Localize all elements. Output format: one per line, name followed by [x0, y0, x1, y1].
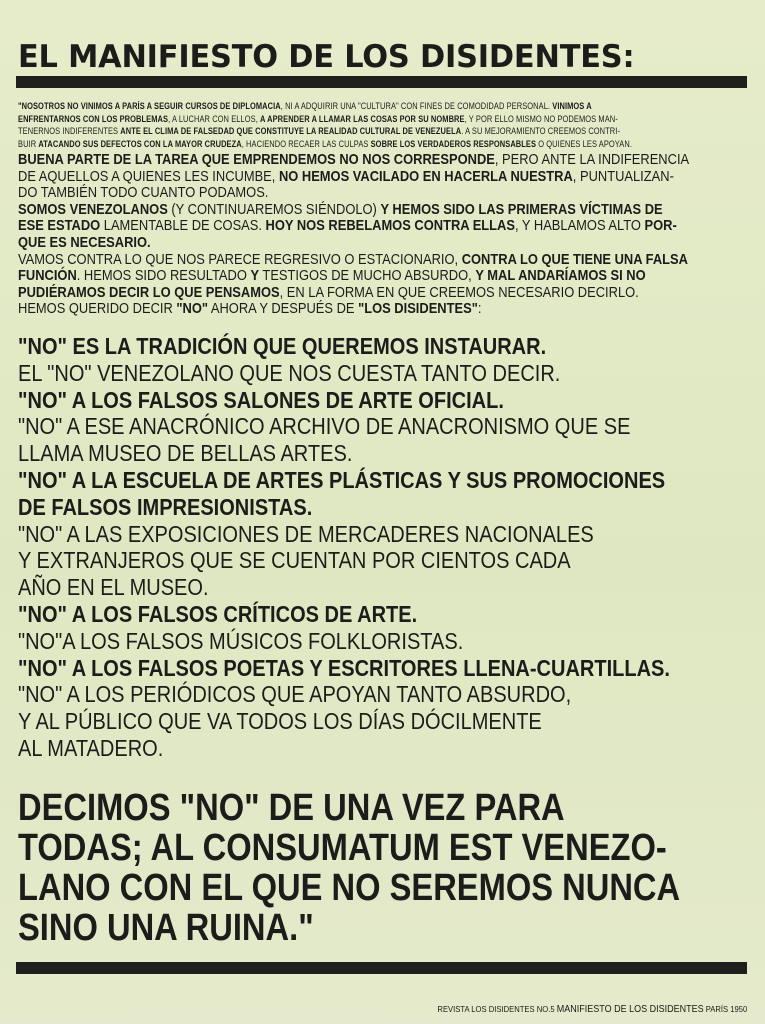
regular-segment: , PUNTUALIZAN- [572, 167, 674, 185]
bold-segment: ENFRENTARNOS CON LOS PROBLEMAS [18, 113, 169, 124]
regular-segment: AÑO EN EL MUSEO. [18, 574, 209, 601]
footer-emphasis: MANIFIESTO DE LOS DISIDENTES [556, 1004, 704, 1015]
bold-segment: A APRENDER A LLAMAR LAS COSAS POR SU NOMBRE [260, 113, 465, 124]
regular-segment: Y AL PÚBLICO QUE VA TODOS LOS DÍAS DÓCILMENTE [18, 708, 542, 735]
regular-segment: O QUIENES LES APOYAN. [536, 138, 633, 149]
footer-prefix: REVISTA LOS DISIDENTES NO.5 [437, 1004, 557, 1014]
regular-segment: . HEMOS SIDO RESULTADO [76, 267, 251, 285]
text-line [18, 601, 653, 628]
bold-segment: ESE ESTADO [18, 217, 101, 235]
regular-segment: : [477, 300, 482, 318]
bold-segment: Y [250, 267, 260, 285]
text-line [18, 521, 653, 548]
text-line [18, 217, 677, 235]
text-line [18, 413, 653, 440]
bold-segment: HOY NOS REBELAMOS CONTRA ELLAS [265, 217, 515, 235]
text-line [18, 151, 690, 169]
bold-segment: "NO" A LOS FALSOS SALONES DE ARTE OFICIAL. [18, 386, 504, 413]
text-line [18, 387, 653, 414]
text-line [18, 100, 624, 113]
bold-segment: DE FALSOS IMPRESIONISTAS. [18, 493, 313, 520]
text-line [18, 735, 653, 762]
text-line [18, 440, 653, 467]
regular-segment: AL MATADERO. [18, 734, 164, 761]
bottom-rule [16, 962, 747, 974]
regular-segment: "NO" A ESE ANACRÓNICO ARCHIVO DE ANACRONISMO QUE SE [18, 413, 631, 440]
text-line [18, 125, 624, 138]
regular-segment: HEMOS QUERIDO DECIR [18, 300, 177, 318]
regular-segment: "NO" A LAS EXPOSICIONES DE MERCADERES NACIONALES [18, 520, 594, 547]
text-line [18, 654, 670, 682]
no-list [18, 333, 748, 762]
bold-segment: "LOS DISIDENTES" [358, 300, 478, 318]
bold-segment: BUENA PARTE DE LA TAREA QUE EMPRENDEMOS NO NOS CORRESPONDE [18, 151, 495, 168]
text-line [18, 185, 646, 202]
text-line [18, 574, 653, 601]
text-line [18, 268, 646, 285]
text-line [18, 301, 646, 318]
regular-segment: Y EXTRANJEROS QUE SE CUENTAN POR CIENTOS CADA [18, 547, 571, 574]
bold-segment: "NO" [176, 300, 208, 318]
bold-segment: PUDIÉRAMOS DECIR LO QUE PENSAMOS [18, 283, 280, 301]
text-line [18, 494, 653, 521]
bold-segment: CONTRA LO QUE TIENE UNA FALSA [461, 250, 688, 268]
bold-segment: SOMOS VENEZOLANOS [18, 200, 168, 218]
regular-segment: . A SU MEJORAMIENTO CREEMOS CONTRI- [461, 126, 621, 137]
text-line [18, 285, 646, 302]
regular-segment: , Y HABLAMOS ALTO [514, 217, 645, 235]
regular-segment: LAMENTABLE DE COSAS. [100, 217, 266, 235]
regular-segment: , HACIENDO RECAER LAS CULPAS [241, 138, 371, 149]
bold-segment: "NO" A LA ESCUELA DE ARTES PLÁSTICAS Y SUS PROMOCIONES [18, 466, 666, 493]
text-line [18, 138, 633, 151]
text-line [18, 466, 666, 494]
intro-paragraph [18, 100, 748, 150]
text-line [18, 167, 674, 186]
regular-segment: TESTIGOS DE MUCHO ABSURDO, [259, 267, 476, 285]
bold-segment: QUE ES NECESARIO. [18, 233, 151, 251]
text-line: TODAS; AL CONSUMATUM EST VENEZO- [18, 827, 667, 869]
regular-segment: , NI A ADQUIRIR UNA "CULTURA" CON FINES DE COMODIDAD PERSONAL. [280, 101, 553, 111]
footer-suffix: PARÍS 1950 [703, 1004, 747, 1014]
text-line [18, 250, 688, 269]
regular-segment: EL "NO" VENEZOLANO QUE NOS CUESTA TANTO DECIR. [18, 359, 561, 386]
regular-segment: TENERNOS INDIFERENTES [18, 126, 121, 137]
bold-segment: NO HEMOS VACILADO EN HACERLA NUESTRA [278, 167, 573, 185]
bold-segment: Y HEMOS SIDO LAS PRIMERAS VÍCTIMAS DE [380, 200, 663, 218]
regular-segment: "NO" A LOS PERIÓDICOS QUE APOYAN TANTO ABSURDO, [18, 681, 572, 708]
bold-segment: VINIMOS A [552, 101, 592, 111]
text-line [18, 628, 653, 655]
regular-segment: VAMOS CONTRA LO QUE NOS PARECE REGRESIVO O ESTACIONARIO, [18, 250, 462, 268]
bold-segment: FUNCIÓN [18, 267, 77, 285]
regular-segment: DE AQUELLOS A QUIENES LES INCUMBE, [18, 167, 279, 185]
statement-paragraph [18, 152, 748, 318]
text-line [18, 235, 646, 252]
text-line: SINO UNA RUINA." [18, 907, 314, 949]
bold-segment: Y MAL ANDARÍAMOS SI NO [475, 267, 646, 285]
regular-segment: "NO"A LOS FALSOS MÚSICOS FOLKLORISTAS. [18, 627, 464, 654]
text-line: DECIMOS "NO" DE UNA VEZ PARA [18, 787, 565, 829]
text-line: LANO CON EL QUE NO SEREMOS NUNCA [18, 867, 681, 909]
bold-segment: SOBRE LOS VERDADEROS RESPONSABLES [370, 138, 537, 149]
bold-segment: "NOSOTROS NO VINIMOS A PARÍS A SEGUIR CURSOS DE DIPLOMACIA [18, 101, 281, 111]
regular-segment: BUIR [18, 138, 39, 149]
bold-segment: ATACANDO SUS DEFECTOS CON LA MAYOR CRUDEZA [38, 138, 242, 149]
text-line [18, 681, 653, 708]
top-rule [16, 76, 747, 88]
bold-segment: ANTE EL CLIMA DE FALSEDAD QUE CONSTITUYE LA REALIDAD CULTURAL DE VENEZUELA [120, 126, 462, 137]
text-line [18, 333, 653, 360]
text-line [18, 200, 663, 219]
regular-segment: (Y CONTINUAREMOS SIÉNDOLO) [167, 200, 381, 218]
regular-segment: DO TAMBIÉN TODO CUANTO PODAMOS. [18, 184, 269, 202]
regular-segment: , EN LA FORMA EN QUE CREEMOS NECESARIO DECIRLO. [279, 283, 639, 301]
bold-segment: "NO" ES LA TRADICIÓN QUE QUEREMOS INSTAURAR. [18, 333, 547, 359]
regular-segment: , Y POR ELLO MISMO NO PODEMOS MAN- [464, 113, 618, 124]
page-title: EL MANIFIESTO DE LOS DISIDENTES: [18, 39, 635, 75]
bold-segment: POR- [644, 217, 677, 235]
text-line [18, 708, 653, 735]
text-line [18, 360, 653, 387]
closing-statement [18, 788, 748, 948]
text-line [18, 547, 653, 574]
regular-segment: LLAMA MUSEO DE BELLAS ARTES. [18, 440, 353, 467]
regular-segment: , PERO ANTE LA INDIFERENCIA [494, 151, 690, 168]
text-line [18, 113, 624, 126]
regular-segment: , A LUCHAR CON ELLOS, [168, 113, 261, 124]
bold-segment: "NO" A LOS FALSOS CRÍTICOS DE ARTE. [18, 600, 418, 627]
regular-segment: AHORA Y DESPUÉS DE [207, 300, 359, 318]
footer-credit [437, 1004, 747, 1015]
bold-segment: "NO" A LOS FALSOS POETAS Y ESCRITORES LLENA-CUARTILLAS. [18, 654, 670, 681]
